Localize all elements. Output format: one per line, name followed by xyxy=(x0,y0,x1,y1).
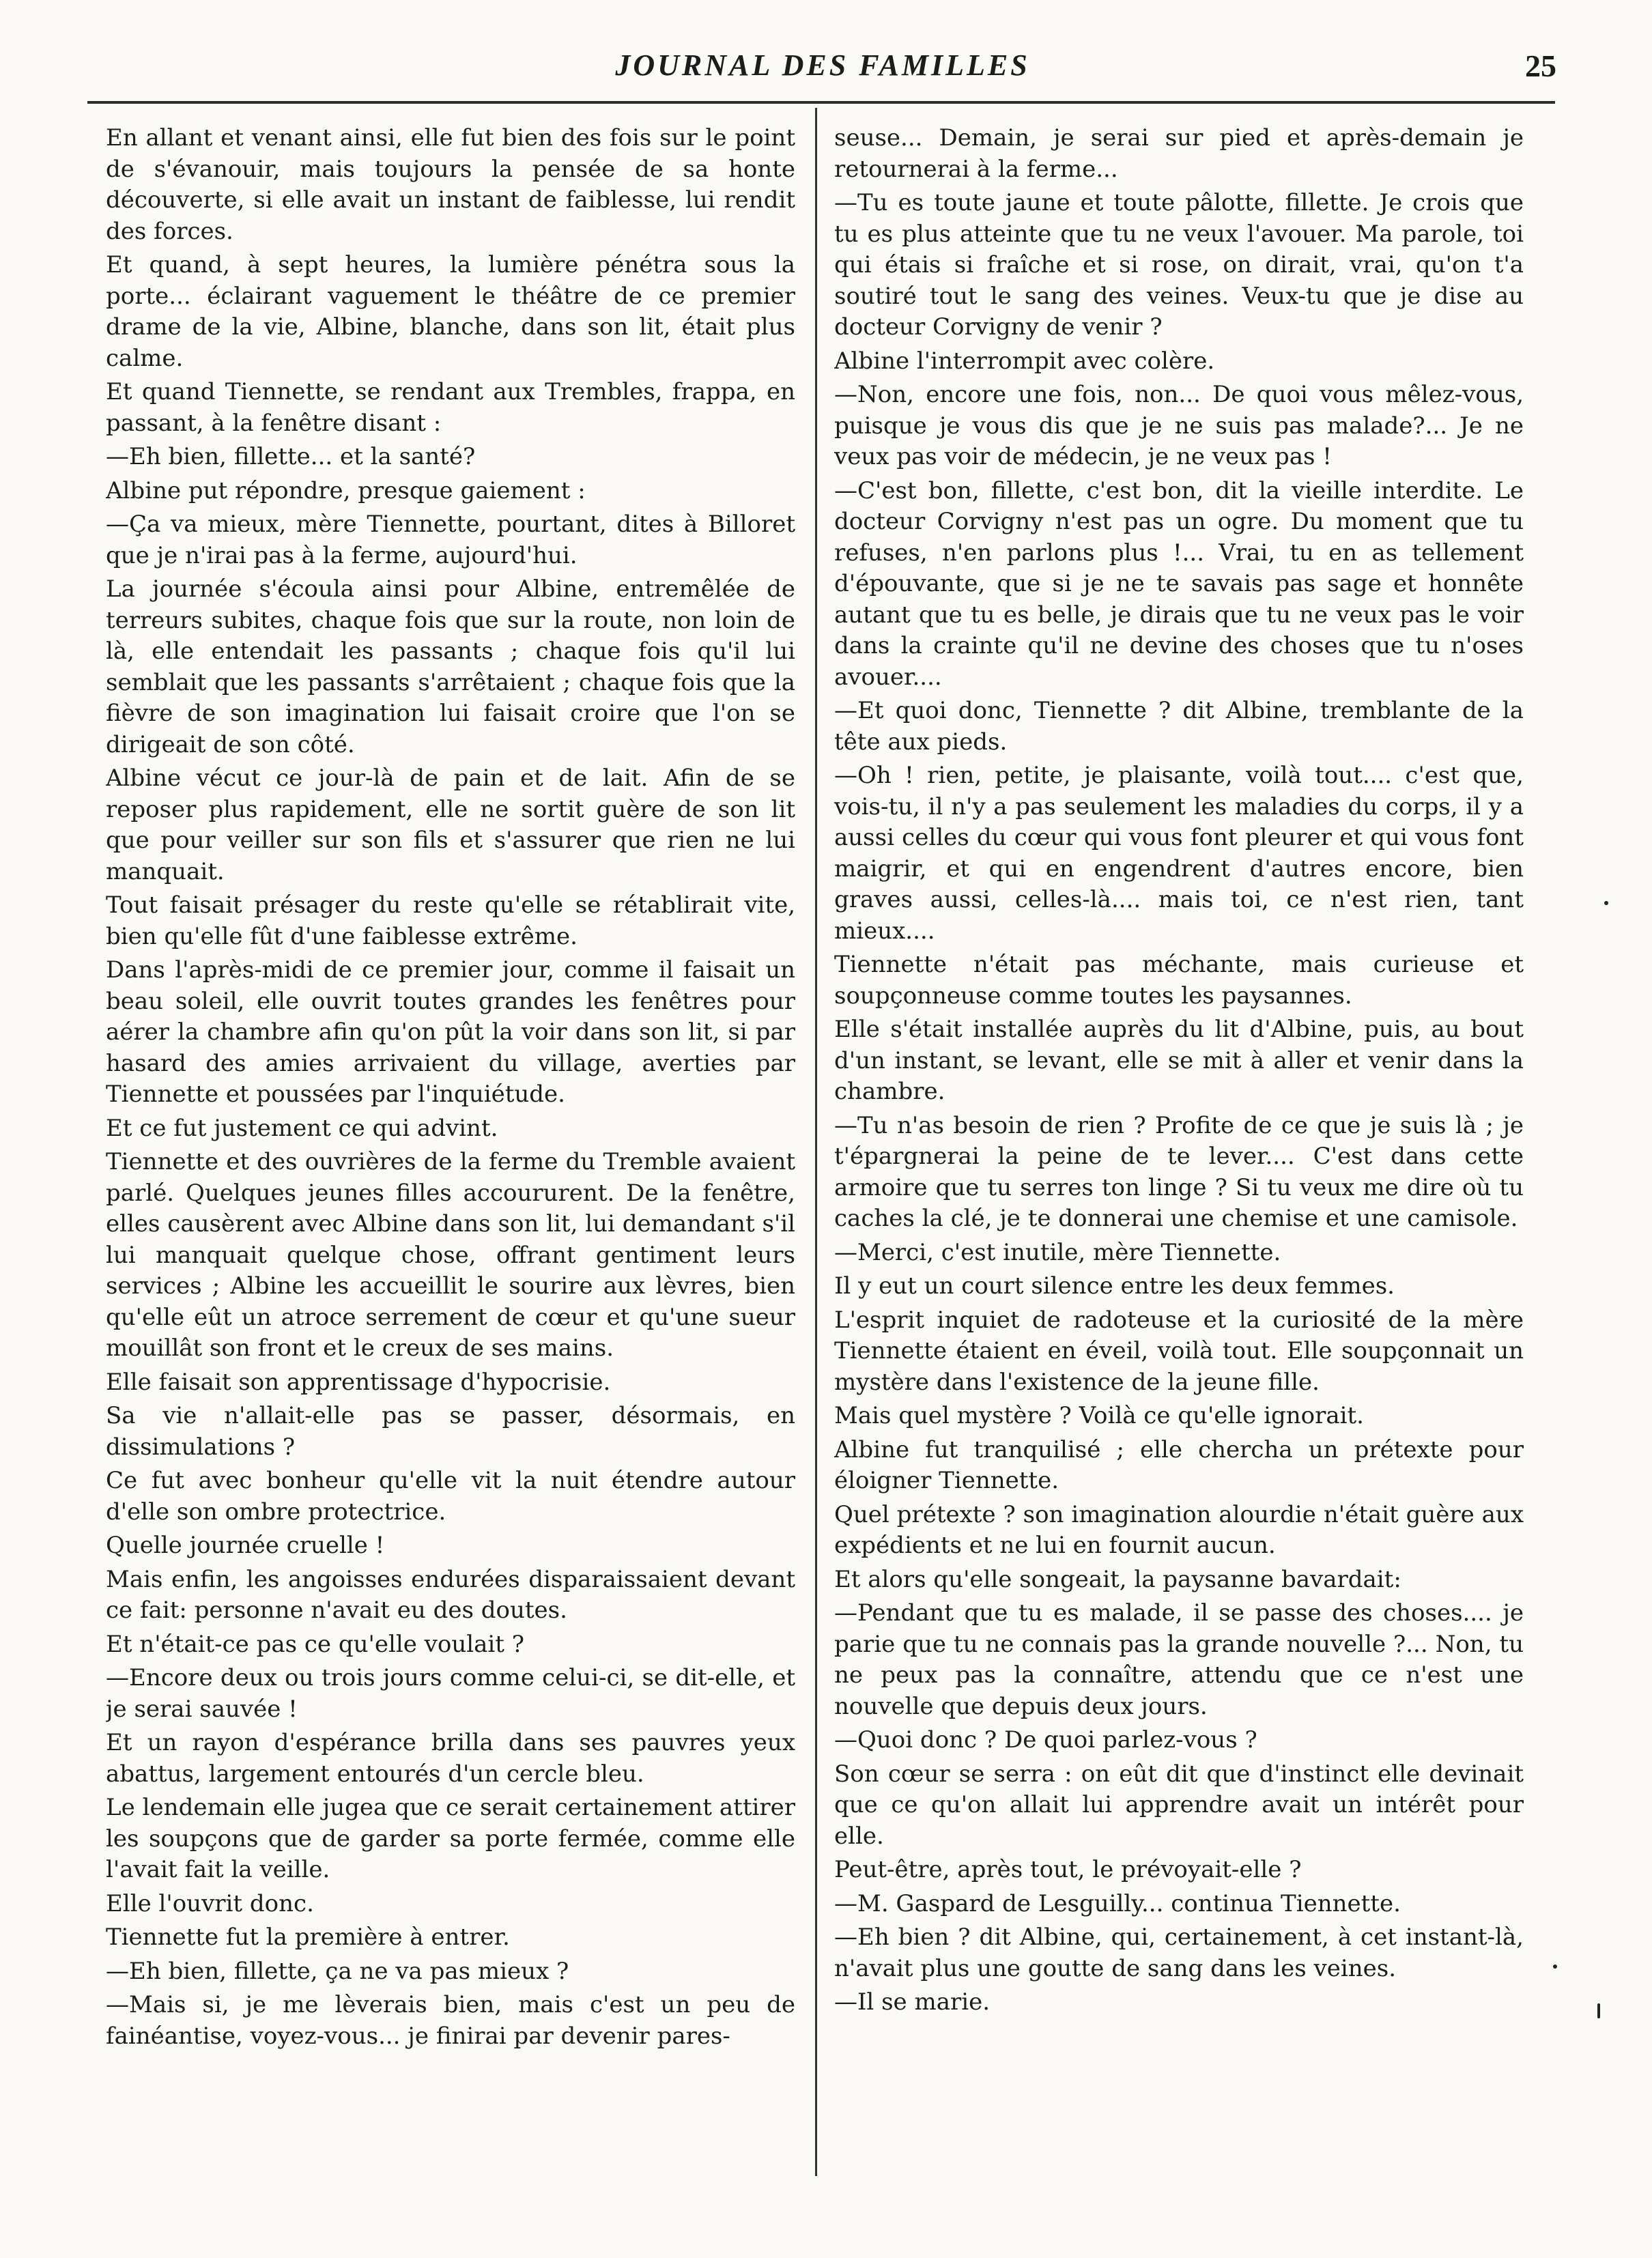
left-column-paragraph: Et quand, à sept heures, la lumière pénétra sous la porte... éclairant vaguement le théâtre de ce premier drame de la vie, Albine, blanche, dans son lit, était plus calme. xyxy=(106,251,795,372)
column-divider xyxy=(815,108,817,2176)
ink-mark xyxy=(1597,2003,1600,2018)
left-column-paragraph: Albine vécut ce jour-là de pain et de lait. Afin de se reposer plus rapidement, elle ne sortit guère de son lit que pour veiller sur son fils et s'assurer que rien ne lui manquait. xyxy=(106,764,795,885)
left-column-paragraph: Et n'était-ce pas ce qu'elle voulait ? xyxy=(106,1630,524,1658)
right-column-paragraph: Albine fut tranquilisé ; elle chercha un prétexte pour éloigner Tiennette. xyxy=(834,1435,1524,1494)
right-column-paragraph: —C'est bon, fillette, c'est bon, dit la vieille interdite. Le docteur Corvigny n'est pas un ogre. Du moment que tu refuses, n'en parlons plus !... Vrai, tu en as tellement d'épouvante, que si je ne te savais pas sage et honnête autant que tu es belle, je dirais que tu ne veux pas le voir dans la crainte qu'il ne devine des choses que tu n'oses avouer.... xyxy=(834,476,1524,691)
left-column-paragraph: —Encore deux ou trois jours comme celui-ci, se dit-elle, et je serai sauvée ! xyxy=(106,1664,795,1723)
right-column-paragraph: —Pendant que tu es malade, il se passe des choses.... je parie que tu ne connais pas la grande nouvelle ?... Non, tu ne peux pas la connaître, attendu que ce n'est une nouvelle que depuis deux jours. xyxy=(834,1599,1524,1720)
left-column-paragraph: Et quand Tiennette, se rendant aux Trembles, frappa, en passant, à la fenêtre disant : xyxy=(106,378,795,437)
left-column-paragraph: Ce fut avec bonheur qu'elle vit la nuit étendre autour d'elle son ombre protectrice. xyxy=(106,1467,795,1526)
left-column-paragraph: Tout faisait présager du reste qu'elle se rétablirait vite, bien qu'elle fût d'une faiblesse extrême. xyxy=(106,891,795,950)
right-column-paragraph: Il y eut un court silence entre les deux femmes. xyxy=(834,1272,1395,1300)
page-number: 25 xyxy=(1525,48,1556,83)
left-column-paragraph: Sa vie n'allait-elle pas se passer, désormais, en dissimulations ? xyxy=(106,1402,795,1461)
right-column-paragraph: Elle s'était installée auprès du lit d'Albine, puis, au bout d'un instant, se levant, elle se mit à aller et venir dans la chambre. xyxy=(834,1016,1524,1105)
left-column xyxy=(106,123,795,2177)
right-column-paragraph: —Tu es toute jaune et toute pâlotte, fillette. Je crois que tu es plus atteinte que tu ne veux l'avouer. Ma parole, toi qui étais si fraîche et si rose, on dirait, vrai, qu'on t'a soutiré tout le sang des veines. Veux-tu que je dise au docteur Corvigny de venir ? xyxy=(834,189,1524,341)
right-column-paragraph: Mais quel mystère ? Voilà ce qu'elle ignorait. xyxy=(834,1402,1364,1429)
right-column-paragraph: —Et quoi donc, Tiennette ? dit Albine, tremblante de la tête aux pieds. xyxy=(834,697,1524,756)
left-column-paragraph: —Ça va mieux, mère Tiennette, pourtant, dites à Billoret que je n'irai pas à la ferme, aujourd'hui. xyxy=(106,511,795,569)
right-column-paragraph: —Quoi donc ? De quoi parlez-vous ? xyxy=(834,1726,1257,1754)
ink-speck xyxy=(1553,1964,1557,1969)
right-column-paragraph: —Tu n'as besoin de rien ? Profite de ce que je suis là ; je t'épargnerai la peine de te lever.... C'est dans cette armoire que tu serres ton linge ? Si tu veux me dire où tu caches la clé, je te donnerai une chemise et une camisole. xyxy=(834,1111,1524,1232)
left-column-paragraph: Et ce fut justement ce qui advint. xyxy=(106,1114,498,1142)
left-column-paragraph: —Eh bien, fillette... et la santé? xyxy=(106,443,476,470)
right-column-paragraph: Son cœur se serra : on eût dit que d'instinct elle devinait que ce qu'on allait lui apprendre avait un intérêt pour elle. xyxy=(834,1760,1524,1850)
ink-speck xyxy=(1604,901,1608,905)
left-column-paragraph: Quelle journée cruelle ! xyxy=(106,1532,385,1559)
left-column-paragraph: Elle faisait son apprentissage d'hypocrisie. xyxy=(106,1368,611,1396)
left-column-paragraph: Elle l'ouvrit donc. xyxy=(106,1889,314,1917)
left-column-paragraph: Mais enfin, les angoisses endurées disparaissaient devant ce fait: personne n'avait eu des doutes. xyxy=(106,1565,795,1624)
left-column-paragraph: Tiennette fut la première à entrer. xyxy=(106,1924,510,1951)
right-column-paragraph: —M. Gaspard de Lesguilly... continua Tiennette. xyxy=(834,1889,1401,1917)
right-column-paragraph: —Eh bien ? dit Albine, qui, certainement, à cet instant-là, n'avait plus une goutte de sang dans les veines. xyxy=(834,1924,1524,1982)
left-column-paragraph: —Mais si, je me lèverais bien, mais c'est un peu de fainéantise, voyez-vous... je finirai par devenir pares- xyxy=(106,1991,795,2050)
right-column-paragraph: —Merci, c'est inutile, mère Tiennette. xyxy=(834,1238,1281,1266)
right-column-paragraph: Quel prétexte ? son imagination alourdie n'était guère aux expédients et ne lui en fournit aucun. xyxy=(834,1500,1524,1559)
left-column-paragraph: Et un rayon d'espérance brilla dans ses pauvres yeux abattus, largement entourés d'un cercle bleu. xyxy=(106,1729,795,1788)
right-column-paragraph: seuse... Demain, je serai sur pied et après-demain je retournerai à la ferme... xyxy=(834,124,1524,183)
left-column-paragraph: Le lendemain elle jugea que ce serait certainement attirer les soupçons que de garder sa porte fermée, comme elle l'avait fait la veille. xyxy=(106,1794,795,1883)
header-rule xyxy=(87,101,1555,104)
right-column-paragraph: Albine l'interrompit avec colère. xyxy=(834,347,1215,375)
left-column-paragraph: La journée s'écoula ainsi pour Albine, entremêlée de terreurs subites, chaque fois que sur la route, non loin de là, elle entendait les passants ; chaque fois qu'il lui semblait que les passants s'arrêtaient ; chaque fois que la fièvre de son imagination lui faisait croire que l'on se dirigeait de son côté. xyxy=(106,575,795,758)
right-column-paragraph: Et alors qu'elle songeait, la paysanne bavardait: xyxy=(834,1565,1401,1593)
right-column xyxy=(834,123,1524,2177)
running-head xyxy=(89,48,1556,96)
right-column-paragraph: —Non, encore une fois, non... De quoi vous mêlez-vous, puisque je vous dis que je ne suis pas malade?... Je ne veux pas voir de médecin, je ne veux pas ! xyxy=(834,381,1524,470)
left-column-paragraph: Dans l'après-midi de ce premier jour, comme il faisait un beau soleil, elle ouvrit toutes grandes les fenêtres pour aérer la chambre afin qu'on pût la voir dans son lit, si par hasard des amies arrivaient du village, averties par Tiennette et poussées par l'inquiétude. xyxy=(106,956,795,1108)
right-column-paragraph: L'esprit inquiet de radoteuse et la curiosité de la mère Tiennette étaient en éveil, voilà tout. Elle soupçonnait un mystère dans l'existence de la jeune fille. xyxy=(834,1306,1524,1396)
left-column-paragraph: Tiennette et des ouvrières de la ferme du Tremble avaient parlé. Quelques jeunes filles accoururent. De la fenêtre, elles causèrent avec Albine dans son lit, lui demandant s'il lui manquait quelque chose, offrant gentiment leurs services ; Albine les accueillit le sourire aux lèvres, bien qu'elle eût un atroce serrement de cœur et qu'une sueur mouillât son front et le creux de ses mains. xyxy=(106,1148,795,1362)
left-column-paragraph: Albine put répondre, presque gaiement : xyxy=(106,476,586,504)
journal-title: JOURNAL DES FAMILLES xyxy=(615,48,1030,82)
right-column-paragraph: Tiennette n'était pas méchante, mais curieuse et soupçonneuse comme toutes les paysannes. xyxy=(834,951,1524,1010)
left-column-paragraph: —Eh bien, fillette, ça ne va pas mieux ? xyxy=(106,1957,569,1985)
right-column-paragraph: Peut-être, après tout, le prévoyait-elle ? xyxy=(834,1856,1302,1883)
left-column-paragraph: En allant et venant ainsi, elle fut bien des fois sur le point de s'évanouir, mais toujours la pensée de sa honte découverte, si elle avait un instant de faiblesse, lui rendit des forces. xyxy=(106,124,795,245)
right-column-paragraph: —Oh ! rien, petite, je plaisante, voilà tout.... c'est que, vois-tu, il n'y a pas seulement les maladies du corps, il y a aussi celles du cœur qui vous font pleurer et qui vous font maigrir, et qui en engendrent d'autres encore, bien graves aussi, celles-là.... mais toi, ce n'est rien, tant mieux.... xyxy=(834,762,1524,945)
right-column-paragraph: —Il se marie. xyxy=(834,1988,991,2016)
